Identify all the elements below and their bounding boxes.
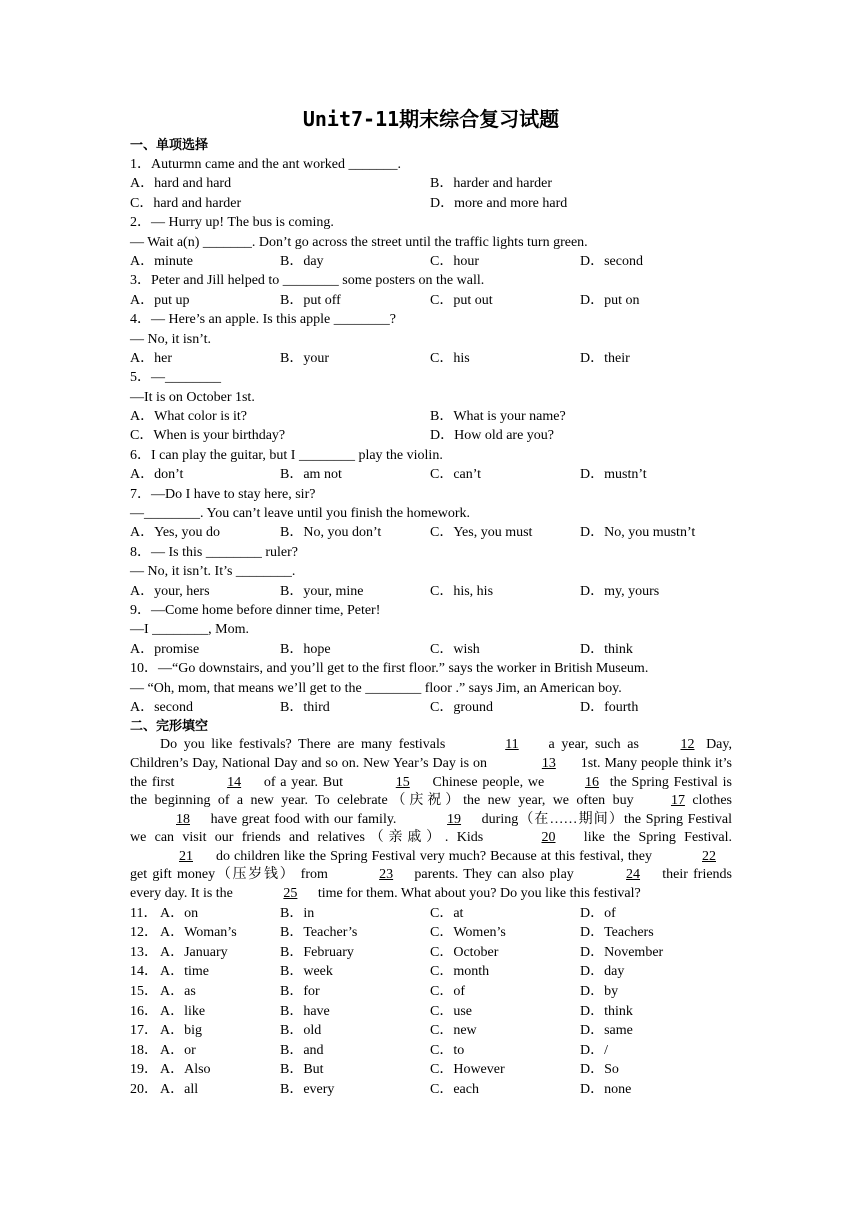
- option-c[interactable]: C．each: [430, 1082, 479, 1098]
- passage-text: do children like the Spring Festival very much? Because at this festival, they: [212, 848, 656, 864]
- option-b[interactable]: B．third: [280, 699, 330, 715]
- option-d[interactable]: D．put on: [580, 292, 640, 308]
- cloze-question-row: [130, 904, 732, 924]
- option-d[interactable]: D．of: [580, 905, 616, 921]
- question-number: 18．: [130, 1042, 158, 1058]
- options-row: [130, 252, 732, 271]
- option-c[interactable]: C．at: [430, 905, 464, 921]
- option-a[interactable]: A．promise: [130, 641, 200, 657]
- option-a[interactable]: A．or: [160, 1042, 196, 1058]
- blank-12: 12: [680, 737, 695, 753]
- option-c[interactable]: C．hard and harder: [130, 195, 242, 211]
- options-row: [130, 582, 732, 601]
- option-a[interactable]: A．her: [130, 350, 172, 366]
- option-d[interactable]: D．November: [580, 944, 664, 960]
- options-row: [130, 426, 732, 445]
- option-b[interactable]: B．put off: [280, 292, 341, 308]
- question-dialogue-line: — Wait a(n) _______. Don’t go across the street until the traffic lights turn green.: [130, 234, 588, 250]
- option-c[interactable]: C．put out: [430, 292, 493, 308]
- option-b[interactable]: B．week: [280, 964, 333, 980]
- passage-text: Chinese people, we: [427, 774, 549, 790]
- question-stem: 5．—________: [130, 370, 221, 386]
- cloze-question-row: [130, 1080, 732, 1100]
- question-number: 20．: [130, 1082, 158, 1098]
- option-d[interactable]: D．day: [580, 964, 625, 980]
- option-b[interactable]: B．in: [280, 905, 315, 921]
- option-a[interactable]: A．your, hers: [130, 583, 210, 599]
- option-a[interactable]: A．time: [160, 964, 209, 980]
- option-c[interactable]: C．to: [430, 1042, 465, 1058]
- passage-text: clothes: [684, 793, 732, 809]
- option-c[interactable]: C．month: [430, 964, 490, 980]
- option-d[interactable]: D．think: [580, 641, 633, 657]
- option-a[interactable]: A．What color is it?: [130, 409, 248, 425]
- single-choice-questions: [130, 155, 732, 717]
- options-row: [130, 194, 732, 213]
- option-a[interactable]: A．hard and hard: [130, 176, 232, 192]
- option-d[interactable]: D．my, yours: [580, 583, 660, 599]
- option-b[interactable]: B．Teacher’s: [280, 925, 358, 941]
- blank-19: 19: [447, 811, 462, 827]
- blank-23: 23: [379, 867, 394, 883]
- passage-text: of a year. But: [259, 774, 348, 790]
- passage-text: time for them. What about you? Do you like this festival?: [314, 886, 641, 902]
- option-d[interactable]: D．think: [580, 1003, 633, 1019]
- blank-20: 20: [541, 830, 556, 846]
- option-d[interactable]: D．fourth: [580, 699, 639, 715]
- option-a[interactable]: A．minute: [130, 253, 193, 269]
- option-a[interactable]: A．put up: [130, 292, 190, 308]
- option-b[interactable]: B．every: [280, 1082, 335, 1098]
- option-d[interactable]: D．mustn’t: [580, 467, 647, 483]
- option-c[interactable]: C．wish: [430, 641, 480, 657]
- question-stem: 10．—“Go downstairs, and you’ll get to the first floor.” says the worker in British Museum.: [130, 661, 649, 677]
- option-a[interactable]: A．Also: [160, 1062, 211, 1078]
- option-c[interactable]: C．new: [430, 1023, 477, 1039]
- option-a[interactable]: A．all: [160, 1082, 199, 1098]
- question-number: 14．: [130, 964, 158, 980]
- option-b[interactable]: B．your: [280, 350, 329, 366]
- cloze-question-row: [130, 1002, 732, 1022]
- option-c[interactable]: C．When is your birthday?: [130, 428, 286, 444]
- option-c[interactable]: C．hour: [430, 253, 479, 269]
- option-b[interactable]: B．have: [280, 1003, 330, 1019]
- passage-text: Do you like festivals? There are many festivals: [160, 737, 452, 753]
- cloze-passage: [130, 736, 732, 903]
- option-d[interactable]: D．by: [580, 984, 619, 1000]
- options-row: [130, 349, 732, 368]
- option-b[interactable]: B．for: [280, 984, 320, 1000]
- option-a[interactable]: A．don’t: [130, 467, 184, 483]
- question-number: 12．: [130, 925, 158, 941]
- question-dialogue-line: —________. You can’t leave until you finish the homework.: [130, 506, 470, 522]
- option-b[interactable]: B．hope: [280, 641, 331, 657]
- question-number: 15．: [130, 984, 158, 1000]
- passage-text: like the Spring Festival.: [575, 830, 732, 846]
- options-row: [130, 465, 732, 484]
- exam-page: [130, 106, 732, 1100]
- question-dialogue-line: — No, it isn’t. It’s ________.: [130, 564, 296, 580]
- question-number: 19．: [130, 1062, 158, 1078]
- option-c[interactable]: C．of: [430, 984, 465, 1000]
- question-stem: 8．— Is this ________ ruler?: [130, 544, 298, 560]
- question-dialogue-line: — “Oh, mom, that means we’ll get to the ________ floor .” says Jim, an American boy.: [130, 680, 622, 696]
- question-number: 13．: [130, 944, 158, 960]
- options-row: [130, 698, 732, 717]
- passage-text: a year, such as: [541, 737, 646, 753]
- option-c[interactable]: C．Women’s: [430, 925, 506, 941]
- cloze-question-row: [130, 1021, 732, 1041]
- option-a[interactable]: A．Yes, you do: [130, 525, 220, 541]
- passage-text: have great food with our family.: [206, 811, 402, 827]
- option-a[interactable]: A．January: [160, 944, 228, 960]
- question-stem: 2．— Hurry up! The bus is coming.: [130, 215, 334, 231]
- option-c[interactable]: C．use: [430, 1003, 472, 1019]
- option-a[interactable]: A．second: [130, 699, 193, 715]
- options-row: [130, 174, 732, 193]
- option-d[interactable]: D．No, you mustn’t: [580, 525, 696, 541]
- passage-text: get gift money（压岁钱） from: [130, 867, 334, 883]
- option-b[interactable]: B．harder and harder: [430, 176, 553, 192]
- blank-16: 16: [584, 774, 599, 790]
- cloze-question-row: [130, 962, 732, 982]
- cloze-options: [130, 904, 732, 1100]
- option-d[interactable]: D．none: [580, 1082, 632, 1098]
- passage-text: parents. They can also play: [409, 867, 580, 883]
- blank-18: 18: [176, 811, 190, 827]
- passage-text: their friends every day. It is the: [130, 867, 732, 902]
- question-number: 17．: [130, 1023, 158, 1039]
- question-dialogue-line: —It is on October 1st.: [130, 389, 255, 405]
- question-stem: 4．— Here’s an apple. Is this apple ________?: [130, 312, 396, 328]
- question-stem: 9．—Come home before dinner time, Peter!: [130, 602, 381, 618]
- options-row: [130, 640, 732, 659]
- question-number: 11．: [130, 905, 158, 921]
- blank-14: 14: [227, 774, 242, 790]
- option-a[interactable]: A．big: [160, 1023, 202, 1039]
- blank-22: 22: [702, 848, 716, 864]
- option-c[interactable]: C．his: [430, 350, 470, 366]
- option-b[interactable]: B．and: [280, 1042, 324, 1058]
- option-d[interactable]: D．Teachers: [580, 925, 654, 941]
- cloze-question-row: [130, 923, 732, 943]
- option-d[interactable]: D．their: [580, 350, 630, 366]
- blank-25: 25: [283, 886, 298, 902]
- options-row: [130, 407, 732, 426]
- page-title: Unit7-11期末综合复习试题: [302, 107, 560, 131]
- option-c[interactable]: C．However: [430, 1062, 505, 1078]
- options-row: [130, 291, 732, 310]
- option-b[interactable]: B．February: [280, 944, 354, 960]
- cloze-question-row: [130, 1041, 732, 1061]
- option-c[interactable]: C．ground: [430, 699, 493, 715]
- option-c[interactable]: C．Yes, you must: [430, 525, 533, 541]
- question-number: 16．: [130, 1003, 158, 1019]
- options-row: [130, 523, 732, 542]
- option-a[interactable]: A．on: [160, 905, 199, 921]
- option-b[interactable]: B．day: [280, 253, 324, 269]
- option-b[interactable]: B．What is your name?: [430, 409, 566, 425]
- section-heading-cloze: 二、完形填空: [130, 719, 209, 735]
- option-a[interactable]: A．as: [160, 984, 196, 1000]
- option-d[interactable]: D．more and more hard: [430, 195, 568, 211]
- cloze-question-row: [130, 1060, 732, 1080]
- option-c[interactable]: C．can’t: [430, 467, 482, 483]
- question-dialogue-line: — No, it isn’t.: [130, 331, 212, 347]
- option-b[interactable]: B．But: [280, 1062, 324, 1078]
- question-stem: 7．—Do I have to stay here, sir?: [130, 486, 316, 502]
- question-stem: 1．Auturmn came and the ant worked _______.: [130, 157, 401, 172]
- option-a[interactable]: A．like: [160, 1003, 206, 1019]
- passage-text: Day, Children’s Day, National Day and so on. New Year’s Day is on: [130, 737, 732, 771]
- option-b[interactable]: B．am not: [280, 467, 342, 483]
- option-a[interactable]: A．Woman’s: [160, 925, 237, 941]
- option-d[interactable]: D．same: [580, 1023, 633, 1039]
- section-heading-single-choice: 一、单项选择: [130, 138, 209, 153]
- option-d[interactable]: D．How old are you?: [430, 428, 555, 444]
- option-c[interactable]: C．October: [430, 944, 499, 960]
- option-b[interactable]: B．old: [280, 1023, 322, 1039]
- passage-text: 1st. Many people think it’s the first: [130, 755, 732, 790]
- option-b[interactable]: B．No, you don’t: [280, 525, 382, 541]
- cloze-question-row: [130, 982, 732, 1002]
- blank-13: 13: [541, 755, 556, 771]
- option-b[interactable]: B．your, mine: [280, 583, 364, 599]
- option-c[interactable]: C．his, his: [430, 583, 494, 599]
- option-d[interactable]: D．/: [580, 1042, 608, 1058]
- blank-11: 11: [505, 737, 519, 753]
- option-d[interactable]: D．second: [580, 253, 643, 269]
- blank-21: 21: [179, 848, 193, 864]
- blank-15: 15: [395, 774, 410, 790]
- cloze-paragraph: [130, 736, 732, 903]
- blank-24: 24: [626, 867, 641, 883]
- question-dialogue-line: —I ________, Mom.: [130, 622, 249, 638]
- passage-text: during（在……期间）the Spring Festival we can visit our friends and relatives（亲戚）. Kids: [130, 811, 732, 846]
- blank-17: 17: [670, 793, 685, 809]
- option-d[interactable]: D．So: [580, 1062, 619, 1078]
- cloze-question-row: [130, 943, 732, 963]
- question-stem: 3．Peter and Jill helped to ________ some posters on the wall.: [130, 273, 485, 289]
- question-stem: 6．I can play the guitar, but I ________ play the violin.: [130, 447, 443, 463]
- passage-text: the Spring Festival is the beginning of a new year. To celebrate（庆祝）the new year, we often buy: [130, 774, 733, 809]
